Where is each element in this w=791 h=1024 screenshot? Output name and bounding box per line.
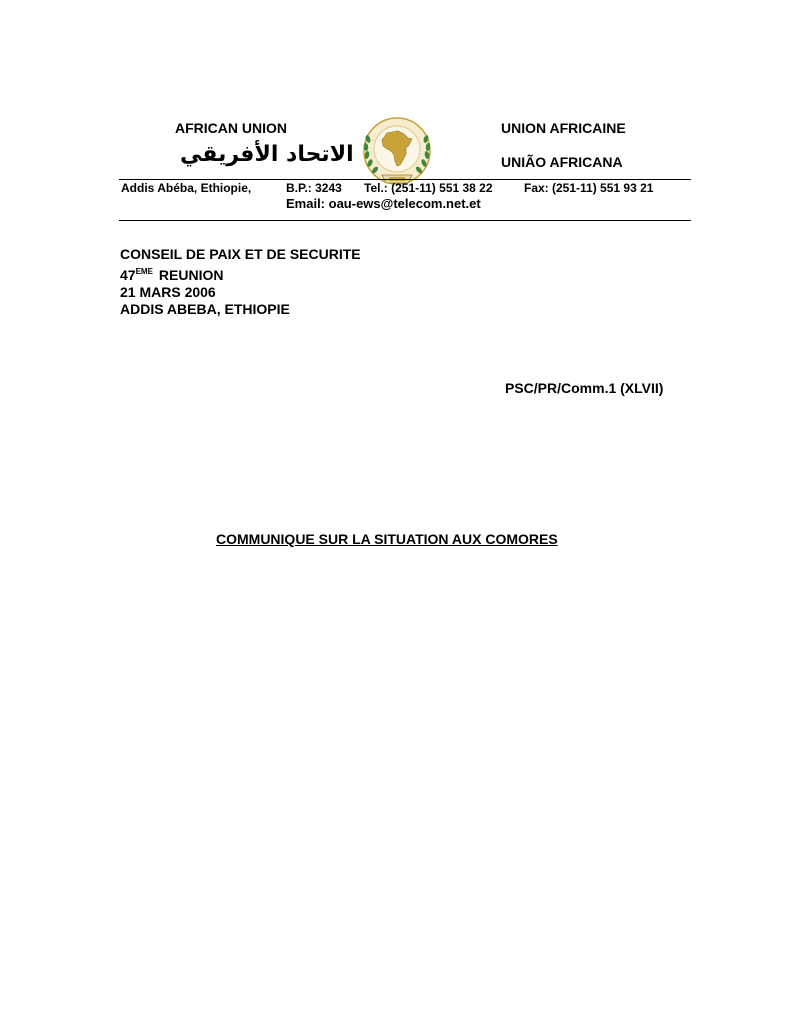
org-name-portuguese: UNIÃO AFRICANA [501,154,623,170]
contact-email: Email: oau-ews@telecom.net.et [286,196,481,211]
session-line [120,263,361,284]
council-name: CONSEIL DE PAIX ET DE SECURITE [120,246,361,262]
contact-fax: Fax: (251-11) 551 93 21 [524,181,654,195]
meeting-block [120,246,361,318]
org-name-english: AFRICAN UNION [175,120,287,136]
contact-city: Addis Abéba, Ethiopie, [121,181,252,195]
document-reference: PSC/PR/Comm.1 (XLVII) [505,380,664,396]
header-bottom-rule [119,220,691,221]
meeting-place: ADDIS ABEBA, ETHIOPIE [120,301,290,317]
org-name-french: UNION AFRICAINE [501,120,626,136]
meeting-date: 21 MARS 2006 [120,284,216,300]
session-number: 47 [120,267,136,283]
document-title: COMMUNIQUE SUR LA SITUATION AUX COMORES [216,531,558,547]
contact-line [121,181,653,195]
session-suffix: EME [135,267,153,276]
contact-tel: Tel.: (251-11) 551 38 22 [364,181,493,195]
org-name-arabic: الاتحاد الأفريقي [180,142,354,167]
session-word: REUNION [158,267,224,283]
contact-po-box: B.P.: 3243 [286,181,342,195]
header-top-rule [119,179,691,180]
